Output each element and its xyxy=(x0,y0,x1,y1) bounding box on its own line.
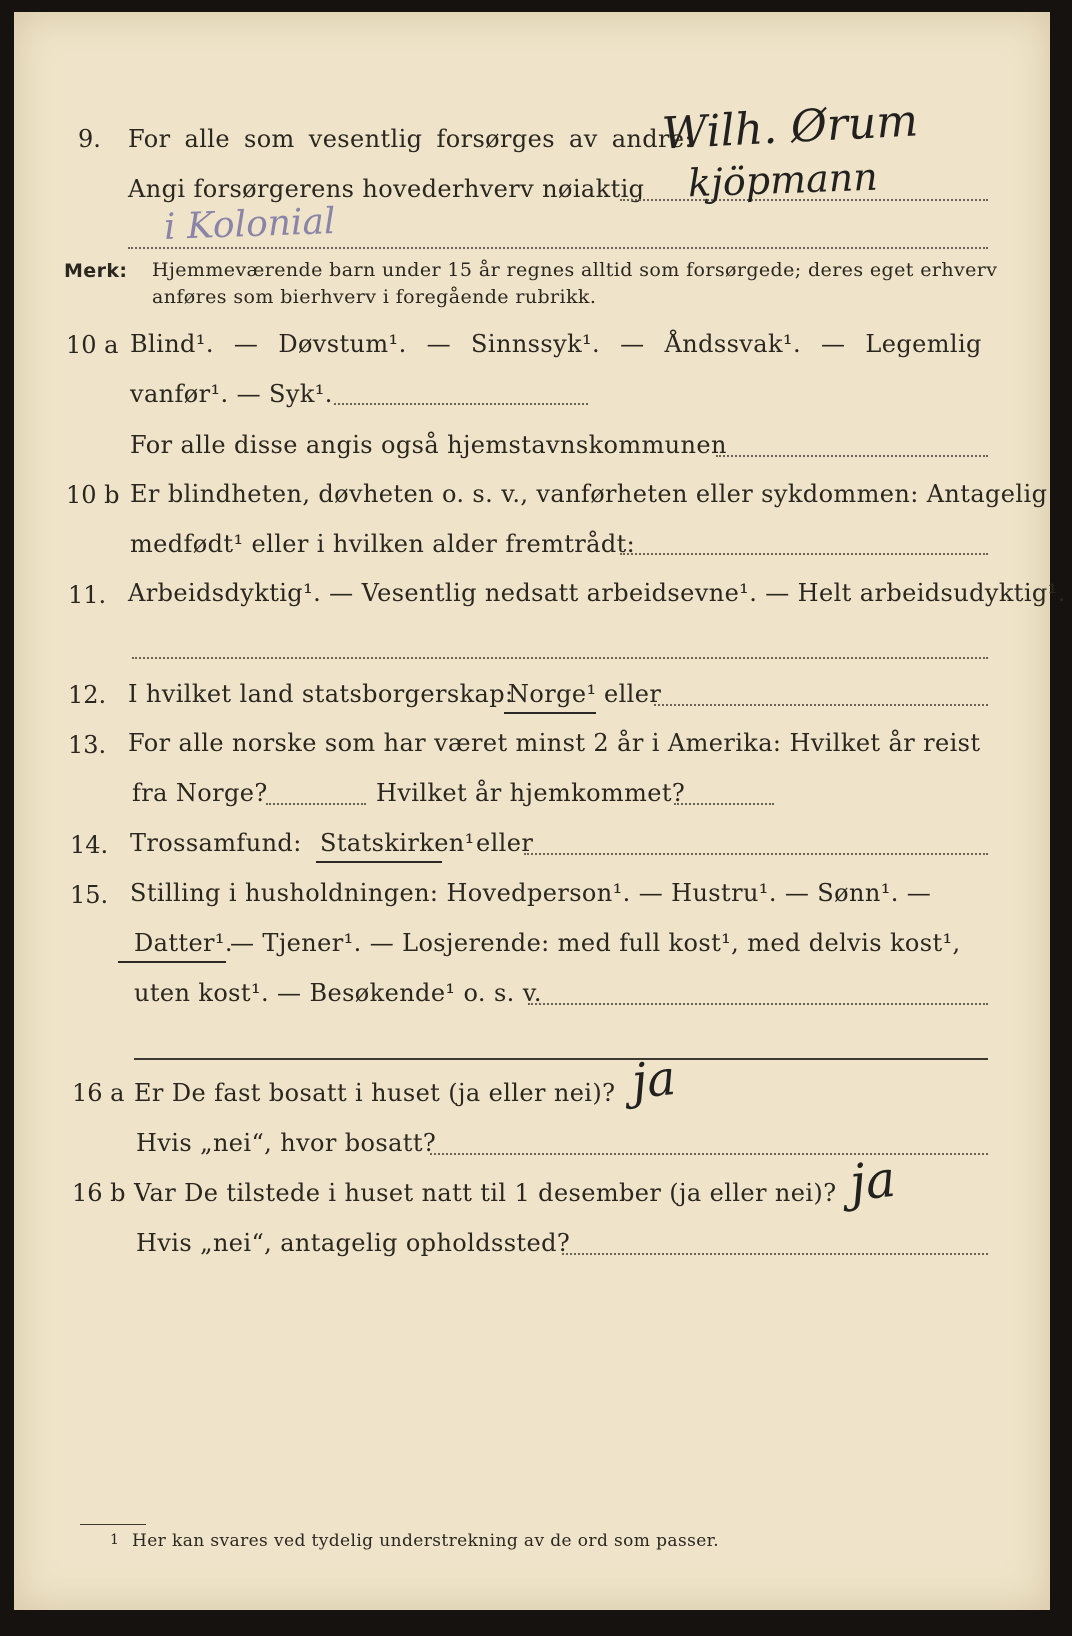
q12-number: 12. xyxy=(68,681,107,709)
q16b-handwritten-answer: ja xyxy=(847,1149,899,1213)
q10b-line2: medfødt¹ eller i hvilken alder fremtrådt: xyxy=(130,530,636,558)
q16b-number: 16 b xyxy=(72,1179,126,1207)
q9-line1: For alle som vesentlig forsørges av andre: xyxy=(128,125,694,153)
q14-prefix: Trossamfund: xyxy=(130,829,302,857)
q16a-handwritten-answer: ja xyxy=(629,1049,679,1111)
q12-option-norge: Norge¹ xyxy=(508,680,597,708)
q9-handwritten-provider-name: Wilh. Ørum xyxy=(660,95,920,160)
footnote-rule xyxy=(80,1524,146,1525)
q14-suffix: eller xyxy=(476,829,534,857)
q15-answer-line xyxy=(134,1058,988,1060)
q12-prefix: I hvilket land statsborgerskap: xyxy=(128,680,514,708)
q15-number: 15. xyxy=(70,881,109,909)
q16a-line1: Er De fast bosatt i huset (ja eller nei)? xyxy=(134,1079,616,1107)
q13-departure-field xyxy=(266,803,366,805)
q13-number: 13. xyxy=(68,731,107,759)
q14-religion-field xyxy=(524,853,988,855)
q16b-line2: Hvis „nei“, antagelig opholdssted? xyxy=(136,1229,571,1257)
q10a-sick-field xyxy=(334,403,588,405)
q14-number: 14. xyxy=(70,831,109,859)
q9-handwritten-occupation: kjöpmann xyxy=(687,154,879,206)
q16a-number: 16 a xyxy=(72,1079,125,1107)
q16b-whereabouts-field xyxy=(562,1253,988,1255)
q14-option-statskirken: Statskirken¹ xyxy=(320,829,475,857)
q11-line1: Arbeidsdyktig¹. — Vesentlig nedsatt arbeidsevne¹. — Helt arbeidsudyktig¹. xyxy=(128,579,1066,607)
merk-label: Merk: xyxy=(64,260,128,282)
q10a-line2: vanfør¹. — Syk¹. xyxy=(130,380,333,408)
q15-line1: Stilling i husholdningen: Hovedperson¹. — Hustru¹. — Sønn¹. — xyxy=(130,879,932,907)
q16a-residence-field xyxy=(430,1153,988,1155)
q13-return-field xyxy=(674,803,774,805)
q11-number: 11. xyxy=(68,581,107,609)
footnote-text: Her kan svares ved tydelig understrekning av de ord som passer. xyxy=(132,1531,720,1551)
q13-line2a: fra Norge? xyxy=(132,779,268,807)
q9-number: 9. xyxy=(78,125,101,153)
merk-line1: Hjemmeværende barn under 15 år regnes alltid som forsørgede; deres eget erhverv xyxy=(152,259,998,281)
q10a-line1: Blind¹. — Døvstum¹. — Sinnssyk¹. — Åndssvak¹. — Legemlig xyxy=(130,330,982,358)
q15-line2b: — Tjener¹. — Losjerende: med full kost¹, med delvis kost¹, xyxy=(230,929,961,957)
q10b-line1: Er blindheten, døvheten o. s. v., vanførheten eller sykdommen: Antagelig xyxy=(130,480,1048,508)
merk-line2: anføres som bierhverv i foregående rubrikk. xyxy=(152,286,597,308)
q9-occupation-field-2 xyxy=(128,247,988,249)
q14-underline-mark xyxy=(316,861,442,863)
q10b-number: 10 b xyxy=(66,481,120,509)
q13-line1: For alle norske som har været minst 2 år i Amerika: Hvilket år reist xyxy=(128,729,981,757)
q9-handwritten-pencil-note: i Kolonial xyxy=(163,201,337,248)
q9-line2: Angi forsørgerens hovederhverv nøiaktig xyxy=(128,175,645,203)
q16a-line2: Hvis „nei“, hvor bosatt? xyxy=(136,1129,437,1157)
q11-answer-field xyxy=(132,657,988,659)
q10a-line3: For alle disse angis også hjemstavnskommunen xyxy=(130,431,727,459)
q15-line3: uten kost¹. — Besøkende¹ o. s. v. xyxy=(134,979,542,1007)
footnote-mark: 1 xyxy=(110,1532,120,1548)
q13-line2b: Hvilket år hjemkommet? xyxy=(376,779,686,807)
q10a-number: 10 a xyxy=(66,331,119,359)
q16b-line1: Var De tilstede i huset natt til 1 desember (ja eller nei)? xyxy=(134,1179,837,1207)
q12-suffix: eller xyxy=(604,680,662,708)
q10b-age-field xyxy=(620,553,988,555)
q12-country-field xyxy=(654,704,988,706)
census-form-page xyxy=(14,12,1066,1610)
q15-underline-mark xyxy=(118,961,226,963)
q15-status-field xyxy=(528,1003,988,1005)
q15-option-datter: Datter¹. xyxy=(134,929,233,957)
q12-underline-mark xyxy=(504,712,596,714)
q10a-municipality-field xyxy=(716,455,988,457)
